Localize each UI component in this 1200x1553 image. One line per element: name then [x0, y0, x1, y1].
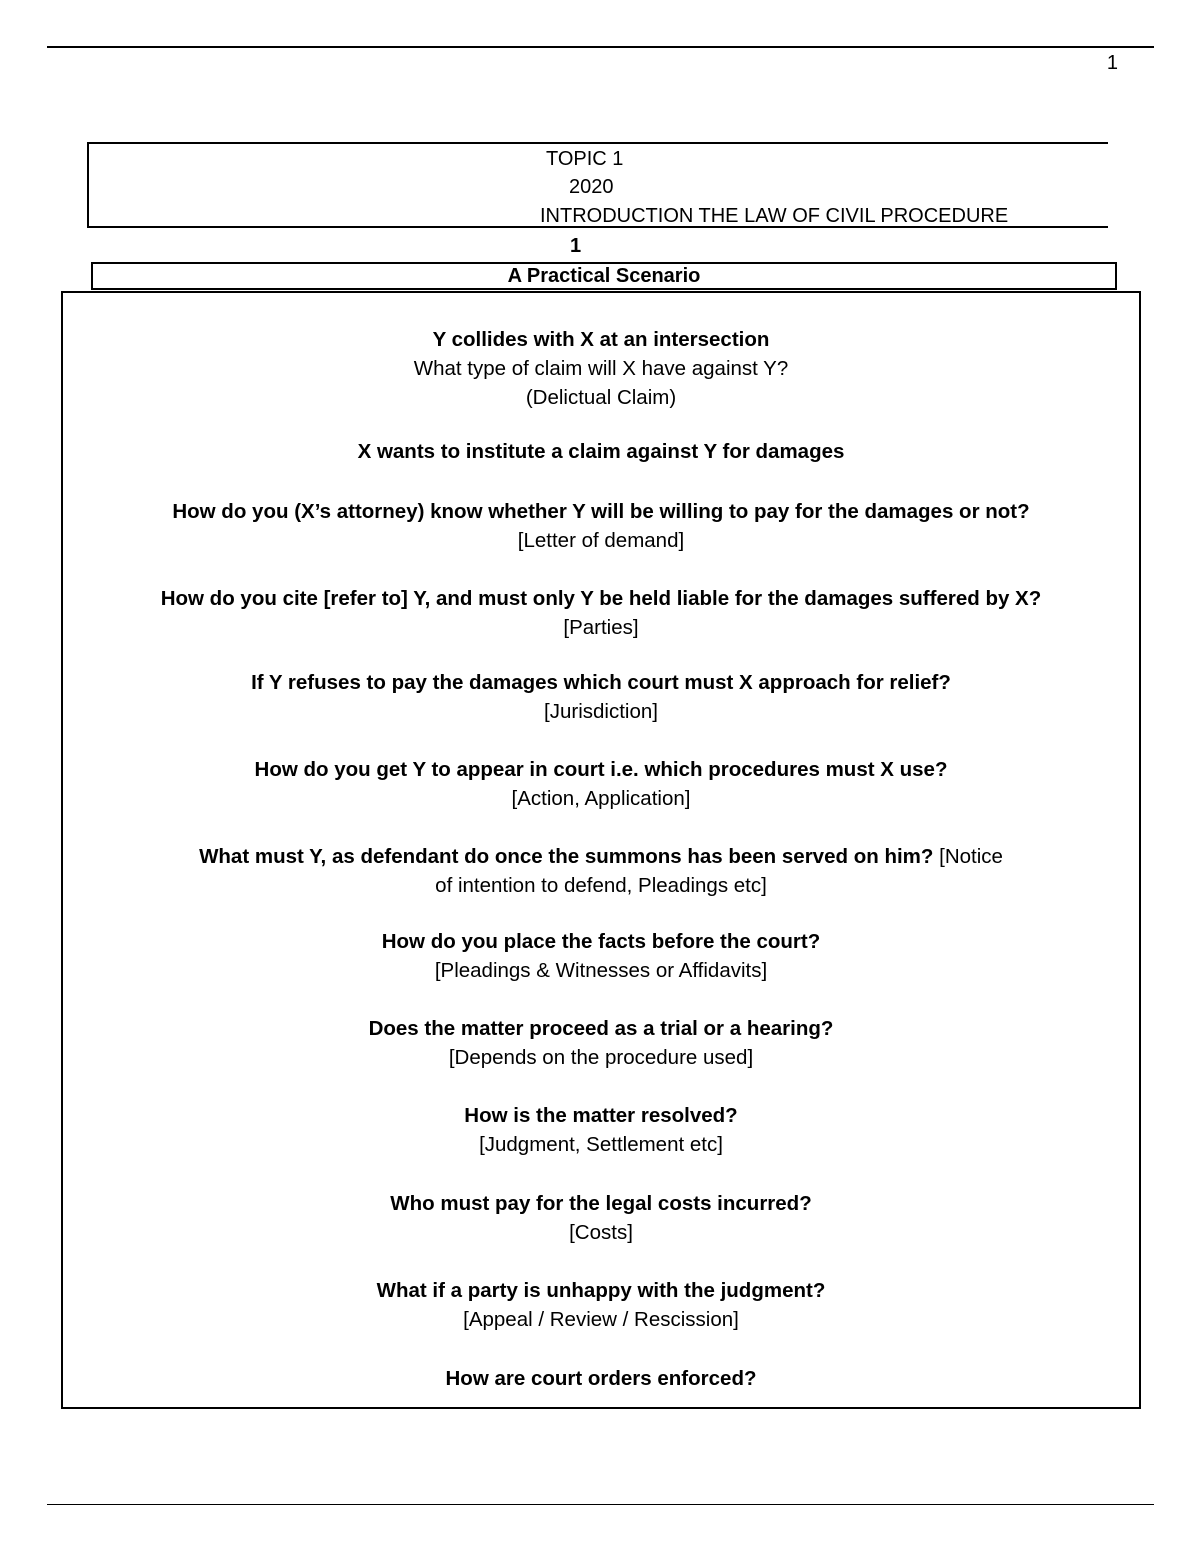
scenario-answer: [Action, Application] — [511, 787, 691, 810]
scenario-answer: [Letter of demand] — [517, 529, 685, 552]
scenario-item — [63, 497, 1139, 555]
scenario-item — [63, 325, 1139, 412]
scenario-question: How are court orders enforced? — [445, 1367, 757, 1390]
scenario-question-line — [63, 842, 1139, 871]
scenario-item — [63, 668, 1139, 726]
scenario-question: Who must pay for the legal costs incurred? — [390, 1192, 812, 1215]
scenario-answer: (Delictual Claim) — [525, 386, 677, 409]
scenario-question: Does the matter proceed as a trial or a hearing? — [368, 1017, 834, 1040]
scenario-answer: [Depends on the procedure used] — [448, 1046, 754, 1069]
scenario-answer: [Pleadings & Witnesses or Affidavits] — [434, 959, 768, 982]
scenario-question: If Y refuses to pay the damages which court must X approach for relief? — [251, 671, 951, 694]
year-label: 2020 — [569, 176, 614, 198]
scenario-question: How do you cite [refer to] Y, and must only Y be held liable for the damages suffered by X? — [160, 587, 1042, 610]
scenario-answer: [Costs] — [569, 1221, 633, 1244]
scenario-question: What must Y, as defendant do once the summons has been served on him? — [199, 845, 934, 868]
scenario-item — [63, 755, 1139, 813]
scenario-question: What if a party is unhappy with the judgment? — [376, 1279, 826, 1302]
scenario-item — [63, 1189, 1139, 1247]
scenario-question: Y collides with X at an intersection — [432, 328, 770, 351]
scenario-item — [63, 842, 1139, 900]
page-number: 1 — [1106, 52, 1118, 74]
footer-rule — [47, 1504, 1154, 1505]
scenario-answer: What type of claim will X have against Y? — [413, 357, 789, 380]
scenario-answer: [Appeal / Review / Rescission] — [463, 1308, 739, 1331]
scenario-item — [63, 584, 1139, 642]
scenario-answer: [Parties] — [563, 616, 639, 639]
document-title: INTRODUCTION THE LAW OF CIVIL PROCEDURE — [540, 205, 1009, 227]
scenario-item — [63, 1101, 1139, 1159]
section-heading: A Practical Scenario — [91, 262, 1117, 290]
scenario-question: How do you place the facts before the court? — [381, 930, 821, 953]
topic-label: TOPIC 1 — [546, 148, 624, 170]
section-number: 1 — [570, 235, 582, 257]
scenario-item — [63, 1014, 1139, 1072]
header-rule — [47, 46, 1154, 48]
scenario-question: How is the matter resolved? — [464, 1104, 738, 1127]
title-box — [87, 142, 1108, 228]
scenario-box — [61, 291, 1141, 1409]
scenario-question: How do you (X’s attorney) know whether Y will be willing to pay for the damages or not? — [172, 500, 1030, 523]
scenario-answer: [Judgment, Settlement etc] — [479, 1133, 723, 1156]
scenario-item — [63, 1276, 1139, 1334]
scenario-question: How do you get Y to appear in court i.e. which procedures must X use? — [254, 758, 948, 781]
scenario-item — [63, 927, 1139, 985]
scenario-item — [63, 1364, 1139, 1393]
scenario-answer: [Notice — [939, 845, 1003, 868]
scenario-item — [63, 437, 1139, 466]
scenario-answer: of intention to defend, Pleadings etc] — [435, 874, 767, 897]
scenario-question: X wants to institute a claim against Y for damages — [357, 440, 845, 463]
scenario-answer: [Jurisdiction] — [544, 700, 658, 723]
